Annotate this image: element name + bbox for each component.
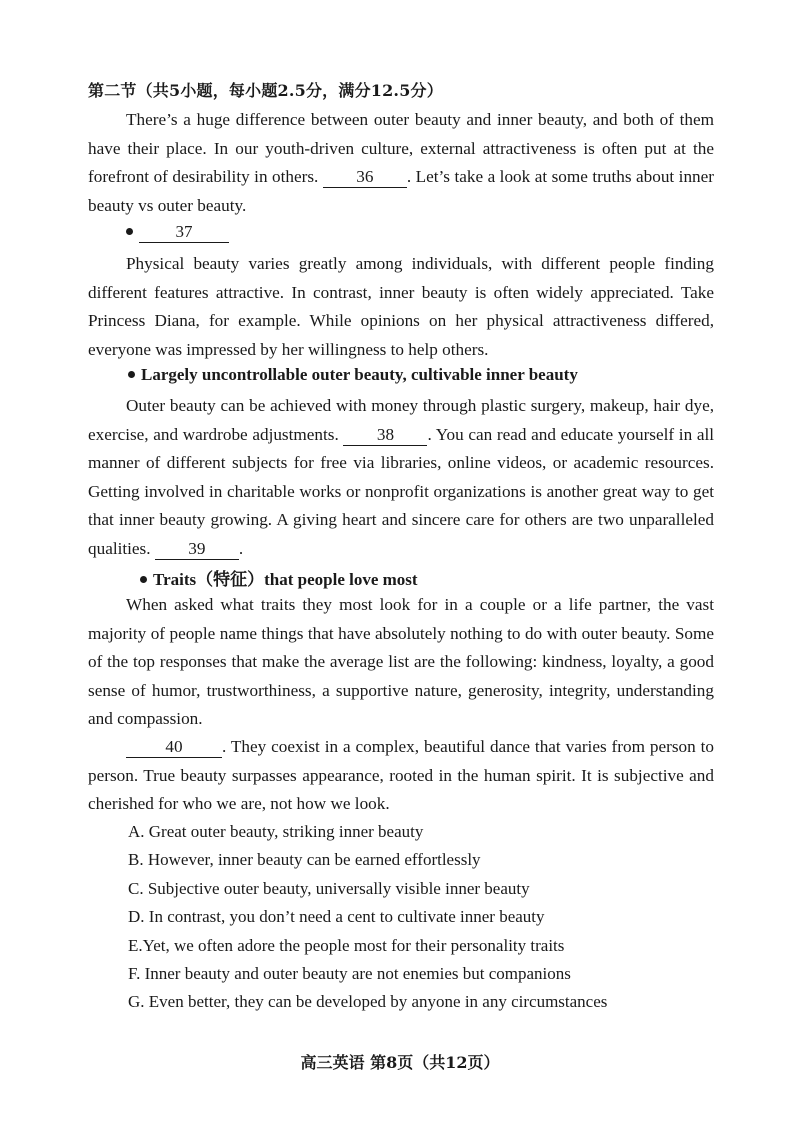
para2-text-middle: . You can read and educate yourself in all manner of different subjects for free via libraries, online videos, or academic resources. Getting involved in charitable works or nonprofit organizations is another great way to get that inner beauty growing. A giving heart and sincere care for others are two unparalleled qualities.	[88, 424, 715, 558]
bullet-icon	[140, 576, 147, 583]
paragraph-traits	[88, 591, 714, 734]
heading-37	[126, 222, 229, 243]
option-f[interactable]: F. Inner beauty and outer beauty are not enemies but companions	[128, 964, 571, 984]
heading-traits	[140, 565, 418, 590]
heading2-label: Largely uncontrollable outer beauty, cultivable inner beauty	[141, 365, 578, 384]
option-a[interactable]: A. Great outer beauty, striking inner beauty	[128, 822, 424, 841]
option-b[interactable]: B. However, inner beauty can be earned effortlessly	[128, 850, 481, 870]
blank-38[interactable]: 38	[343, 425, 427, 446]
blank-39[interactable]: 39	[155, 539, 239, 560]
blank-37[interactable]: 37	[139, 222, 229, 243]
bullet-icon	[126, 228, 133, 235]
option-d[interactable]: D. In contrast, you don’t need a cent to cultivate inner beauty	[128, 907, 545, 927]
para2-text-after: .	[238, 538, 244, 558]
option-c[interactable]: C. Subjective outer beauty, universally visible inner beauty	[128, 878, 530, 898]
paragraph-outer-beauty	[88, 392, 714, 564]
option-g[interactable]: G. Even better, they can be developed by anyone in any circumstances	[128, 992, 608, 1012]
intro-text-before: There’s a huge difference between outer beauty and inner beauty, and both of them have their place. In our youth-driven culture, external attractiveness is often put at the forefront of desirability in others.	[88, 110, 714, 187]
bullet-icon	[128, 371, 135, 378]
page-footer: 高三英语 第8页（共12页）	[300, 1053, 500, 1072]
para1-text: Physical beauty varies greatly among individuals, with different people finding different features attractive. In contrast, inner beauty is often widely appreciated. Take Princess Diana, for example. While opinions on her physical attractiveness differed, everyone was impressed by her willingness to help others.	[88, 254, 714, 359]
intro-paragraph	[88, 106, 714, 220]
para3-text: When asked what traits they most look for in a couple or a life partner, the vast majority of people name things that have absolutely nothing to do with outer beauty. Some of the top responses that make the average list are the following: kindness, loyalty, a good sense of humor, trustworthiness, a supportive nature, generosity, integrity, understanding and compassion.	[88, 595, 714, 729]
para4-text-after: . They coexist in a complex, beautiful dance that varies from person to person. True beauty surpasses appearance, rooted in the human spirit. It is subjective and cherished for who we are, not how we look.	[88, 737, 714, 814]
blank-36[interactable]: 36	[323, 167, 407, 188]
section-title: 第二节（共5小题，每小题2.5分，满分12.5分）	[88, 81, 443, 100]
blank-40[interactable]: 40	[126, 737, 222, 758]
intro-text-after: . Let’s take a look at some truths about inner beauty vs outer beauty.	[88, 167, 714, 215]
paragraph-coexist	[88, 733, 714, 819]
paragraph-physical-beauty	[88, 250, 714, 364]
option-e[interactable]: E.Yet, we often adore the people most for their personality traits	[128, 935, 565, 955]
heading-uncontrollable	[128, 365, 578, 385]
para2-text-before: Outer beauty can be achieved with money through plastic surgery, makeup, hair dye, exercise, and wardrobe adjustments.	[88, 396, 714, 444]
heading3-label: Traits（特征）that people love most	[153, 570, 418, 589]
options-list	[128, 818, 728, 1017]
